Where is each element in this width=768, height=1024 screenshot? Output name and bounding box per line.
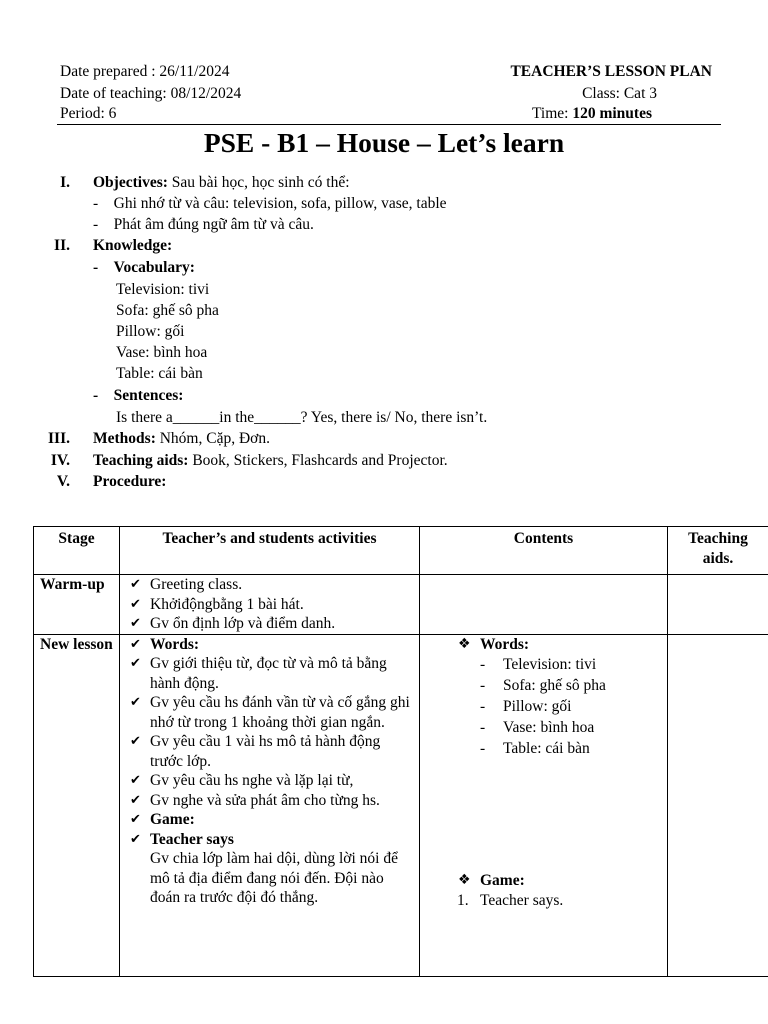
procedure-table — [33, 526, 768, 977]
contents-word: - Vase: bình hoa — [426, 717, 661, 738]
contents-word: - Table: cái bàn — [426, 738, 661, 759]
time-info — [532, 104, 652, 124]
knowledge-label: Knowledge: — [93, 237, 173, 254]
methods-number: III. — [48, 430, 70, 447]
contents-words-label: ❖ Words: — [426, 635, 661, 655]
list-item: ✔ Game: — [126, 810, 413, 830]
col-header-stage: Stage — [34, 527, 120, 575]
list-item: ✔ Teacher says — [126, 830, 413, 850]
vocab-item: Vase: bình hoa — [116, 344, 208, 361]
list-item: ✔ Khởiđộngbằng 1 bài hát. — [126, 595, 413, 615]
date-prepared: Date prepared : 26/11/2024 — [60, 63, 230, 80]
table-row-new-lesson — [34, 634, 768, 977]
list-item: ✔ Greeting class. — [126, 575, 413, 595]
time-value: 120 minutes — [572, 105, 652, 122]
warmup-aids — [668, 575, 768, 635]
contents-word: - Pillow: gối — [426, 696, 661, 717]
time-label: Time: — [531, 105, 569, 122]
sentences-heading: - Sentences: — [93, 387, 184, 404]
header-row-1 — [60, 62, 712, 82]
list-item: ✔ Gv ổn định lớp và điểm danh. — [126, 614, 413, 634]
new-lesson-contents — [420, 634, 668, 977]
vocab-item: Sofa: ghế sô pha — [116, 302, 219, 319]
table-header-row — [34, 527, 768, 575]
procedure-number: V. — [56, 473, 70, 490]
new-lesson-activities — [120, 634, 420, 977]
vocab-item: Pillow: gối — [116, 323, 185, 340]
contents-word: - Sofa: ghế sô pha — [426, 675, 661, 696]
list-item: ✔ Gv giới thiệu từ, đọc từ và mô tả bằng hành động. — [126, 654, 413, 693]
objectives-number: I. — [60, 174, 70, 191]
list-item: ✔ Gv yêu cầu hs nghe và lặp lại từ, — [126, 771, 413, 791]
new-lesson-aids — [668, 634, 768, 977]
objectives-label: Objectives: — [93, 174, 168, 191]
list-item: ✔ Gv yêu cầu hs đánh vần từ và cố gắng ghi nhớ từ trong 1 khoảng thời gian ngắn. — [126, 693, 413, 732]
methods-text: Nhóm, Cặp, Đơn. — [159, 430, 270, 447]
procedure-label: Procedure: — [93, 473, 167, 490]
sentence-pattern: Is there a______in the______? Yes, there is/ No, there isn’t. — [116, 409, 488, 426]
header-divider — [57, 124, 721, 125]
vocabulary-heading: - Vocabulary: — [93, 259, 195, 276]
list-item: ✔ Gv yêu cầu 1 vài hs mô tả hành động trước lớp. — [126, 732, 413, 771]
objectives-text: Sau bài học, học sinh có thể: — [171, 174, 350, 191]
period-info: Period: 6 — [60, 105, 117, 122]
col-header-contents: Contents — [420, 527, 668, 575]
table-row-warmup — [34, 575, 768, 635]
col-header-activities: Teacher’s and students activities — [120, 527, 420, 575]
list-item: ✔ Gv nghe và sửa phát âm cho từng hs. — [126, 791, 413, 811]
objective-item: - Ghi nhớ từ và câu: television, sofa, pillow, vase, table — [93, 195, 447, 212]
page-title: PSE - B1 – House – Let’s learn — [203, 127, 565, 158]
warmup-contents — [420, 575, 668, 635]
warmup-activities — [120, 575, 420, 635]
list-item: ✔ Words: — [126, 635, 413, 655]
contents-game-label: ❖ Game: — [426, 871, 661, 891]
vocab-item: Television: tivi — [116, 281, 210, 298]
methods-label: Methods: — [93, 430, 156, 447]
stage-warmup: Warm-up — [34, 575, 120, 635]
game-description: Gv chia lớp làm hai dội, dùng lời nói để mô tả địa điểm đang nói đến. Đội nào đoán ra trước đội đó thắng. — [150, 850, 398, 906]
plan-title: TEACHER’S LESSON PLAN — [510, 63, 712, 80]
stage-new-lesson: New lesson — [34, 634, 120, 977]
objective-item: - Phát âm đúng ngữ âm từ và câu. — [93, 216, 314, 233]
class-info: Class: Cat 3 — [582, 85, 657, 102]
contents-game-item: 1. Teacher says. — [457, 891, 564, 909]
knowledge-number: II. — [54, 237, 70, 254]
header-row-2 — [60, 84, 712, 104]
date-of-teaching: Date of teaching: 08/12/2024 — [60, 85, 242, 102]
header-row-3 — [60, 104, 712, 124]
vocab-item: Table: cái bàn — [116, 365, 203, 382]
aids-label: Teaching aids: — [93, 452, 189, 469]
col-header-teaching-aids: Teaching aids. — [668, 527, 768, 575]
aids-number: IV. — [50, 452, 70, 469]
aids-text: Book, Stickers, Flashcards and Projector. — [192, 452, 448, 469]
contents-word: - Television: tivi — [426, 654, 661, 675]
